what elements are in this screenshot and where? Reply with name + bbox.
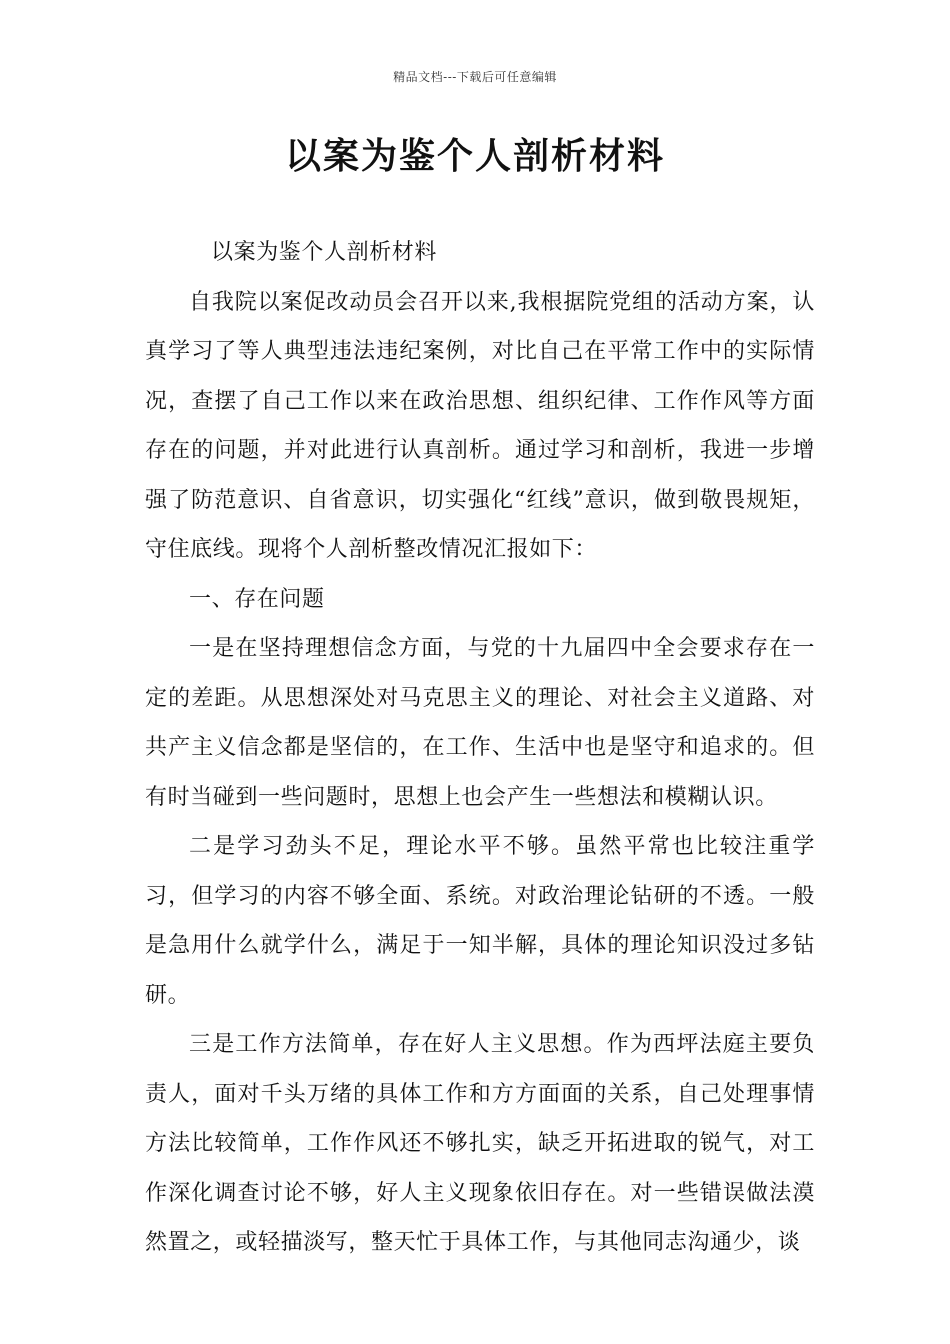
problem-paragraph-2: 二是学习劲头不足，理论水平不够。虽然平常也比较注重学习，但学习的内容不够全面、系统。对政治理论钻研的不透。一般是急用什么就学什么，满足于一知半解，具体的理论知识没过多钻研。 (145, 834, 815, 1008)
problem-paragraph-1: 一是在坚持理想信念方面，与党的十九届四中全会要求存在一定的差距。从思想深处对马克思主义的理论、对社会主义道路、对共产主义信念都是坚信的，在工作、生活中也是坚守和追求的。但有时当碰到一些问题时，思想上也会产生一些想法和模糊认识。 (145, 636, 815, 810)
section-heading: 一、存在问题 (189, 586, 325, 612)
document-body (145, 228, 815, 1268)
header-note: 精品文档---下载后可任意编辑 (393, 70, 557, 84)
problem-paragraph-3: 三是工作方法简单，存在好人主义思想。作为西坪法庭主要负责人，面对千头万绪的具体工作和方方面面的关系，自己处理事情方法比较简单，工作作风还不够扎实，缺乏开拓进取的锐气，对工作深化调查讨论不够，好人主义现象依旧存在。对一些错误做法漠然置之，或轻描淡写，整天忙于具体工作，与其他同志沟通少，谈 (145, 1032, 815, 1255)
intro-paragraph: 自我院以案促改动员会召开以来,我根据院党组的活动方案，认真学习了等人典型违法违纪案例，对比自己在平常工作中的实际情况，查摆了自己工作以来在政治思想、组织纪律、工作作风等方面存在的问题，并对此进行认真剖析。通过学习和剖析，我进一步增强了防范意识、自省意识，切实强化“红线”意识，做到敬畏规矩，守住底线。现将个人剖析整改情况汇报如下： (145, 289, 815, 562)
subtitle-paragraph: 以案为鉴个人剖析材料 (211, 240, 438, 265)
document-title: 以案为鉴个人剖析材料 (284, 135, 665, 177)
